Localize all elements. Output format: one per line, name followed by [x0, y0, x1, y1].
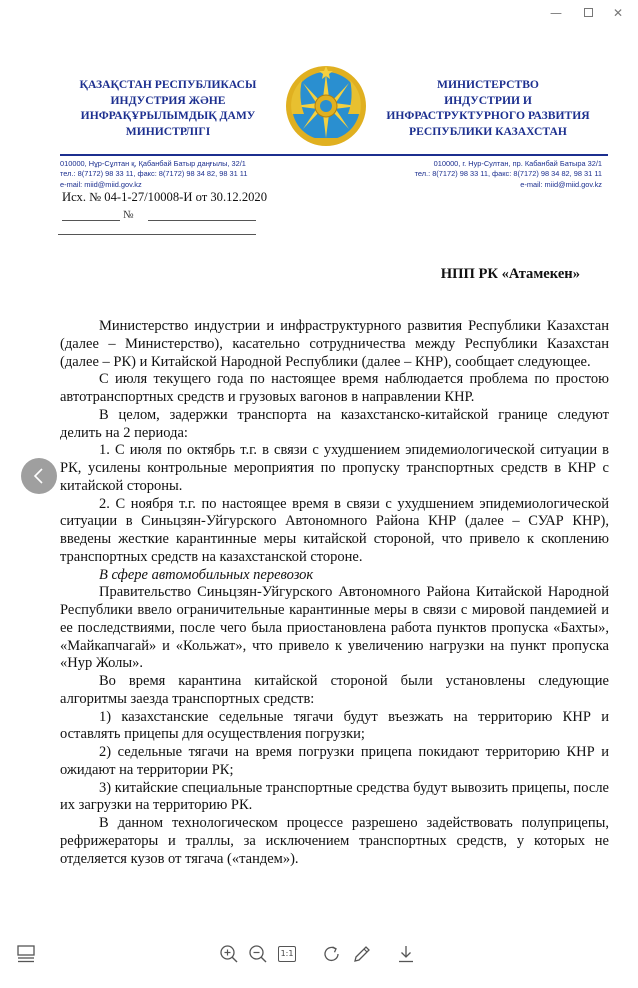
- letterhead-right-line: РЕСПУБЛИКИ КАЗАХСТАН: [409, 124, 567, 138]
- section-heading: В сфере автомобильных перевозок: [99, 566, 314, 583]
- letterhead-right: [383, 77, 593, 139]
- address-right-line: 010000, г. Нур-Султан, пр. Кабанбай Батыра 32/1: [433, 159, 602, 168]
- close-button[interactable]: ✕: [612, 6, 624, 20]
- maximize-icon: [584, 8, 593, 17]
- draw-button[interactable]: [352, 944, 374, 966]
- letterhead-right-line: ИНФРАСТРУКТУРНОГО РАЗВИТИЯ: [386, 109, 590, 123]
- letterhead-left-line: ҚАЗАҚСТАН РЕСПУБЛИКАСЫ: [79, 78, 257, 91]
- letter-paragraph: 1) казахстанские седельные тягачи будут въезжать на территорию КНР и оставлять прицепы для осуществления погрузки;: [60, 708, 609, 743]
- outgoing-number: Исх. № 04-1-27/10008-И от 30.12.2020: [62, 190, 268, 204]
- thumbnails-icon: [16, 944, 36, 964]
- rotate-icon: [322, 944, 342, 964]
- zoom-in-button[interactable]: [219, 944, 241, 966]
- previous-page-button[interactable]: [21, 458, 57, 494]
- viewer-toolbar: [0, 936, 638, 988]
- actual-size-button[interactable]: [278, 944, 300, 966]
- letterhead-left-line: ИНФРАҚҰРЫЛЫМДЫҚ ДАМУ: [80, 109, 256, 123]
- number-sign: №: [123, 209, 134, 221]
- download-icon: [396, 944, 416, 964]
- zoom-in-icon: [219, 944, 239, 964]
- address-right-line: тел.: 8(7172) 98 33 11, факс: 8(7172) 98 34 82, 98 31 11: [414, 169, 602, 179]
- title-bar: [0, 0, 638, 26]
- address-right-line: e-mail: miid@miid.gov.kz: [520, 179, 602, 189]
- letter-paragraph: 2) седельные тягачи на время погрузки прицепа покидают территорию КНР и ожидают на территории РК;: [60, 744, 609, 778]
- rotate-button[interactable]: [322, 944, 344, 966]
- letterhead-left-line: ИНДУСТРИЯ ЖӘНЕ: [110, 93, 226, 107]
- letterhead-divider: [60, 154, 608, 156]
- letter-paragraph: 1. С июля по октябрь т.г. в связи с ухудшением эпидемиологической ситуации в РК, усилены контрольные мероприятия по пропуску транспортных средств в КНР с китайской стороны.: [60, 442, 609, 494]
- letterhead-right-line: МИНИСТЕРСТВО: [437, 78, 539, 91]
- letterhead-left-line: МИНИСТРЛІГІ: [125, 124, 211, 138]
- address-left: [60, 159, 300, 190]
- address-left-line: 010000, Нұр-Сұлтан қ, Қабанбай Батыр даңғылы, 32/1: [60, 159, 246, 168]
- letterhead-left: [63, 77, 273, 139]
- chevron-left-icon: [31, 467, 47, 485]
- blank-line: [148, 220, 256, 221]
- addressee: НПП РК «Атамекен»: [440, 266, 580, 282]
- thumbnails-button[interactable]: [16, 944, 38, 966]
- zoom-out-button[interactable]: [248, 944, 270, 966]
- letter-paragraph: Во время карантина китайской стороной были установлены следующие алгоритмы заезда транспортных средств:: [60, 673, 609, 707]
- download-button[interactable]: [396, 944, 418, 966]
- blank-line: [58, 234, 256, 235]
- letter-paragraph: 3) китайские специальные транспортные средства будут вывозить прицепы, после их загрузки на территорию РК.: [60, 779, 609, 814]
- document-page: [28, 28, 612, 933]
- letter-paragraph: Министерство индустрии и инфраструктурного развития Республики Казахстан (далее – Министерство), касательно сотрудничества между Республики Казахстан (далее – РК) и Китайской Народной Республики (далее – КНР), сообщает следующее.: [60, 318, 609, 370]
- pencil-icon: [352, 944, 372, 964]
- kazakhstan-emblem-icon: [284, 64, 368, 148]
- letter-paragraph: 2. С ноября т.г. по настоящее время в связи с ухудшением эпидемиологической ситуации в Синьцзян-Уйгурского Автономного Района КНР (далее – СУАР КНР), введены жесткие карантинные меры китайской стороной, что привело к скоплению транспортных средств на казахстанской стороне.: [60, 495, 609, 565]
- address-left-line: тел.: 8(7172) 98 33 11, факс: 8(7172) 98 34 82, 98 31 11: [60, 169, 248, 179]
- letter-paragraph: Правительство Синьцзян-Уйгурского Автономного Района Китайской Народной Республики ввело ограничительные карантинные меры в связи с мировой пандемией и ее последствиями, после чего была приостановлена работа пунктов пропуска «Бахты», «Майкапчагай» и «Кольжат», что привело к увеличению нагрузки на пункт пропуска «Нур Жолы».: [60, 584, 609, 672]
- letter-paragraph: В данном технологическом процессе разрешено задействовать полуприцепы, рефрижераторы и траллы, за исключением транспортных средств, у которых не отделяется кузов от тягача («тандем»).: [60, 815, 609, 867]
- letterhead-right-line: ИНДУСТРИИ И: [444, 93, 532, 107]
- address-right: [362, 159, 602, 190]
- letter-paragraph: В целом, задержки транспорта на казахстанско-китайской границе следуют делить на 2 периода:: [60, 406, 609, 441]
- address-left-line: e-mail: miid@miid.gov.kz: [60, 179, 142, 189]
- minimize-button[interactable]: —: [550, 6, 562, 20]
- letter-paragraph: С июля текущего года по настоящее время наблюдается проблема по простою автотранспортных средств и грузовых вагонов в направлении КНР.: [60, 371, 609, 405]
- letter-body: [60, 318, 609, 868]
- maximize-button[interactable]: [578, 4, 598, 22]
- zoom-out-icon: [248, 944, 268, 964]
- blank-line: [62, 220, 120, 221]
- actual-size-label: 1:1: [278, 946, 296, 962]
